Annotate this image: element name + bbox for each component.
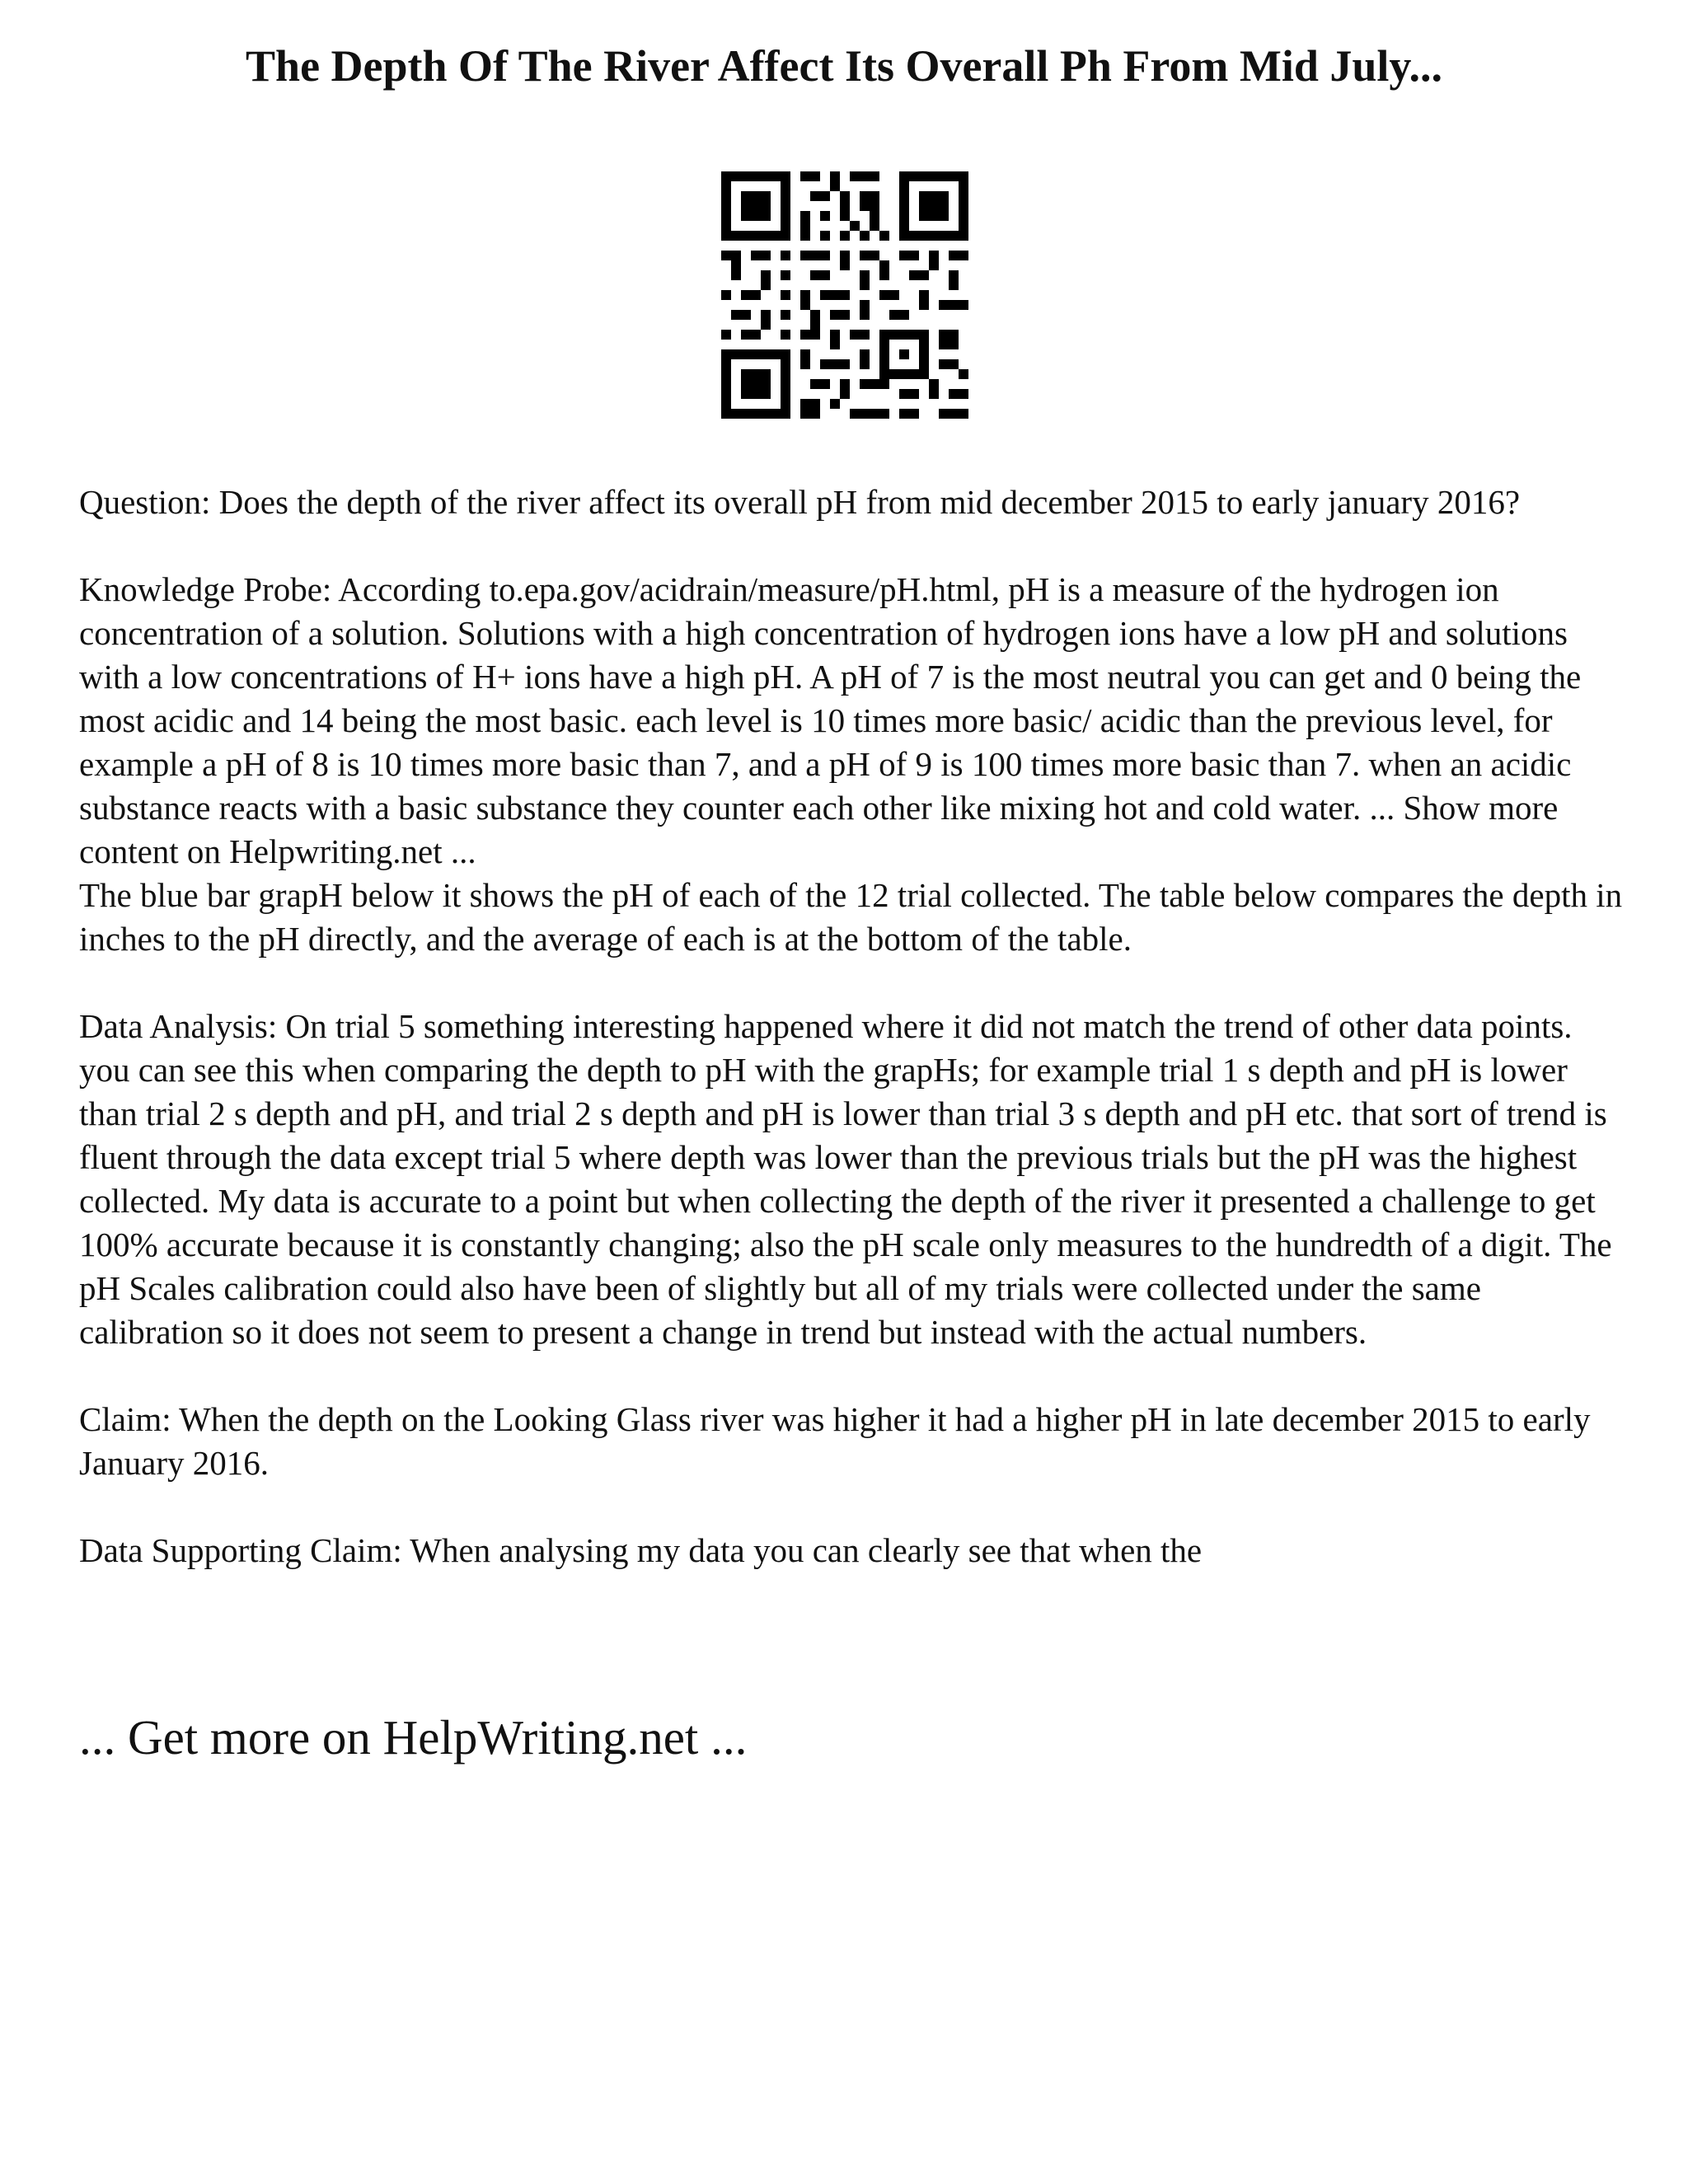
bar-graph-paragraph: The blue bar grapH below it shows the pH of each of the 12 trial collected. The table below compares the depth in inches to the pH directly, and the average of each is at the bottom of the table. — [79, 876, 1623, 958]
knowledge-probe-paragraph: Knowledge Probe: According to.epa.gov/acidrain/measure/pH.html, pH is a measure of the hydrogen ion concentration of a solution. Solutions with a high concentration of hydrogen ions have a low pH and solutions with a low concentrations of H+ ions have a high pH. A pH of 7 is the most neutral you can get and 0 being the most acidic and 14 being the most basic. each level is 10 times more basic/ acidic than the previous level, for example a pH of 8 is 10 times more basic than 7, and a pH of 9 is 100 times more basic than 7. when an acidic substance reacts with a basic substance they counter each other like mixing hot and cold water. ... Show more content on Helpwriting.net ... — [79, 570, 1582, 870]
claim-paragraph: Claim: When the depth on the Looking Glass river was higher it had a higher pH in late december 2015 to early January 2016. — [79, 1400, 1591, 1482]
article-body — [79, 480, 1629, 1616]
qr-code-icon — [721, 171, 968, 419]
get-more-link[interactable]: ... Get more on HelpWriting.net ... — [79, 1710, 748, 1765]
question-paragraph: Question: Does the depth of the river affect its overall pH from mid december 2015 to early january 2016? — [79, 483, 1521, 521]
data-analysis-paragraph: Data Analysis: On trial 5 something interesting happened where it did not match the trend of other data points. you can see this when comparing the depth to pH with the grapHs; for example trial 1 s depth and pH is lower than trial 2 s depth and pH, and trial 2 s depth and pH is lower than trial 3 s depth and pH etc. that sort of trend is fluent through the data except trial 5 where depth was lower than the previous trials but the pH was the highest collected. My data is accurate to a point but when collecting the depth of the river it presented a challenge to get 100% accurate because it is constantly changing; also the pH scale only measures to the hundredth of a digit. The pH Scales calibration could also have been of slightly but all of my trials were collected under the same calibration so it does not seem to present a change in trend but instead with the actual numbers. — [79, 1007, 1612, 1351]
page-title: The Depth Of The River Affect Its Overall Ph From Mid July... — [246, 41, 1442, 91]
data-supporting-claim-paragraph: Data Supporting Claim: When analysing my data you can clearly see that when the — [79, 1531, 1203, 1569]
